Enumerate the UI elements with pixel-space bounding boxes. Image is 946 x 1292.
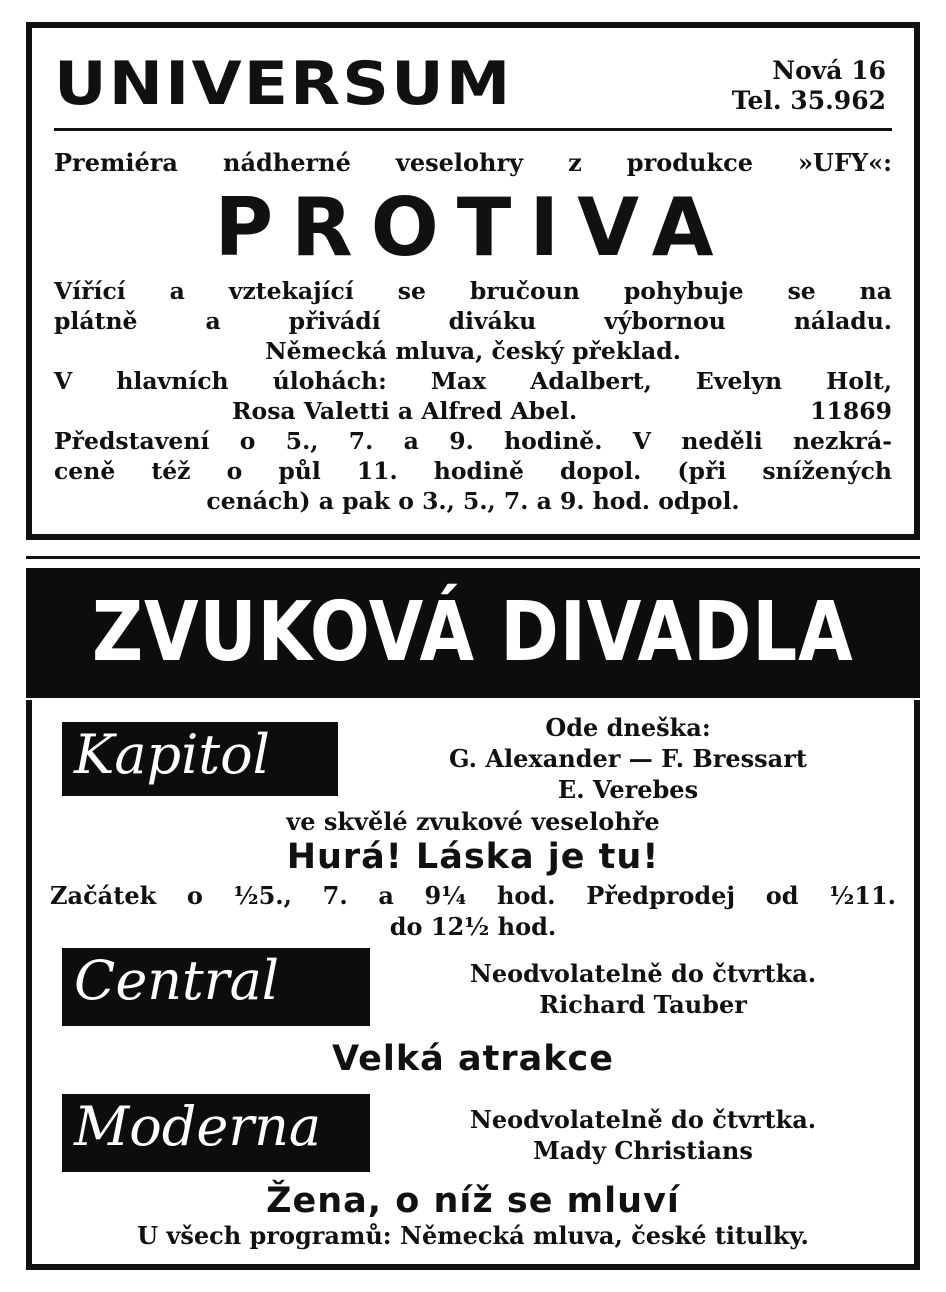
footer-note: U všech programů: Německá mluva, české titulky.: [137, 1221, 809, 1250]
moderna-line-1: Neodvolatelně do čtvrtka.: [469, 1105, 817, 1134]
kapitol-times-2: do 12½ hod.: [389, 912, 557, 941]
kapitol-line-1: Ode dneška:: [545, 713, 711, 742]
sound-theatres-banner: [26, 568, 920, 698]
banner-title: ZVUKOVÁ DIVADLA: [92, 585, 854, 680]
language-note: Německá mluva, český překlad.: [265, 337, 681, 365]
film-title: PROTIVA: [214, 181, 732, 274]
kapitol-times-1: Začátek o ½5., 7. a 9¼ hod. Předprodej od ½11.: [50, 881, 896, 910]
cinema-address: Nová 16: [772, 56, 886, 85]
central-film-title: Velká atrakce: [332, 1039, 614, 1079]
cast-line-2: Rosa Valetti a Alfred Abel.: [232, 397, 578, 425]
cinema-address-block: [732, 56, 886, 116]
cinema-phone: Tel. 35.962: [731, 86, 886, 115]
kapitol-line-2: G. Alexander — F. Bressart: [449, 744, 807, 773]
central-line-2: Richard Tauber: [539, 990, 747, 1019]
kapitol-line-4: ve skvělé zvukové veselohře: [286, 807, 660, 836]
sound-theatres-listing: [26, 700, 920, 1270]
cinema-name: UNIVERSUM: [54, 49, 513, 119]
kapitol-logo: Kapitol: [62, 722, 338, 796]
description-line-2: plátně a přivádí diváku výbornou náladu.: [54, 307, 892, 335]
showtimes-line-3: cenách) a pak o 3., 5., 7. a 9. hod. odpol.: [206, 487, 740, 515]
kapitol-film-title: Hurá! Láska je tu!: [286, 837, 660, 877]
section-divider: [26, 556, 920, 559]
central-logo: Central: [62, 948, 370, 1026]
moderna-film-title: Žena, o níž se mluví: [266, 1181, 680, 1221]
header-rule: [54, 128, 892, 131]
kapitol-times: [50, 880, 896, 942]
moderna-line-2: Mady Christians: [533, 1136, 753, 1165]
ad-body: [54, 276, 892, 516]
universum-ad: [26, 22, 920, 540]
moderna-logo: Moderna: [62, 1094, 370, 1172]
description-line-1: Vířící a vztekající se bručoun pohybuje se na: [54, 277, 892, 305]
cast-line-2-row: [54, 396, 892, 426]
central-line-1: Neodvolatelně do čtvrtka.: [469, 959, 817, 988]
kapitol-line-3: E. Verebes: [557, 775, 699, 804]
moderna-info: [392, 1104, 894, 1166]
kapitol-info: [362, 712, 894, 805]
ad-code: 11869: [810, 397, 892, 425]
cast-line-1: V hlavních úlohách: Max Adalbert, Evelyn Holt,: [54, 367, 892, 395]
central-info: [392, 958, 894, 1020]
premiere-intro: Premiéra nádherné veselohry z produkce »UFY«:: [54, 148, 892, 177]
showtimes-line-2: ceně též o půl 11. hodině dopol. (při snížených: [54, 457, 892, 485]
showtimes-line-1: Představení o 5., 7. a 9. hodině. V neděli nezkrá-: [54, 427, 892, 455]
